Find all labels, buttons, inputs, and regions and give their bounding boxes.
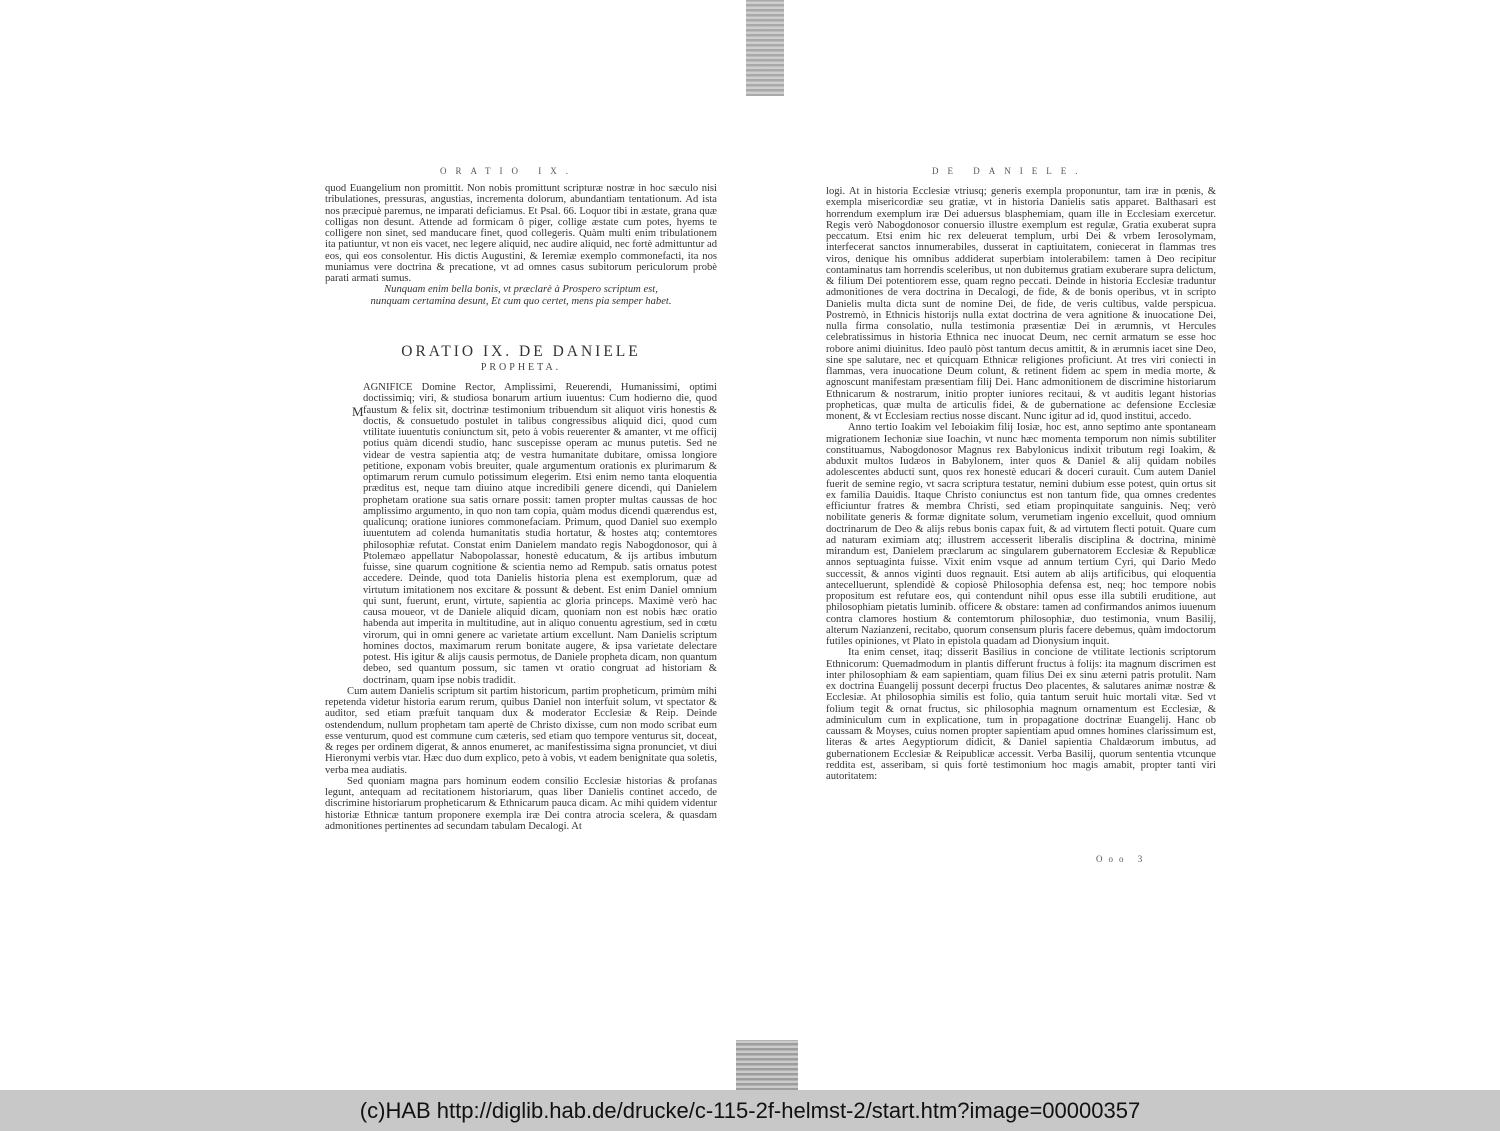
left-paragraph: AGNIFICE Domine Rector, Amplissimi, Reuerendi, Humanissimi, optimi doctissimiq; viri, & studiosa bonarum artium iuuentus: Cum hodierno die, quod faustum & felix sit, doctrinæ testimonium tribuendum sit aliquot viris honestis & doctis, & consuetudo postulet in talibus congressibus aliquid dici, quod cum vtilitate iuuentutis coniunctum sit, peto à vobis reuerenter & amanter, vt me officij potius quàm dicendi studio, hanc suscepisse operam ac munus putetis. Sed ne videar de vestra sapientia atq; de vestra humanitate dubitare, omissa longiore petitione, exponam vobis breuiter, quale argumentum orationis ex plurimarum & optimarum rerum cumulo potissimum elegerim. Etsi enim nemo tanta eloquentia præditus est, neque tam diuino atque incredibili genere dicendi, qui Danielem prophetam oratione sua satis ornare possit: tamen propter multas caussas de hoc amplissimo argumento, in quo non tam copia, quàm modus dicendi quærendus est, qualicunq; oratione iuniores commonefaciam. Primum, quod Daniel suo exemplo iuuentutem ad colenda humanitatis studia hortatur, & hostes atq; contemtores philosophiæ refutat. Constat enim Danielem mandato regis Nabogdonosor, qui à Ptolemæo appellatur Nabopolassar, honestè educatum, & ijs artibus imbutum fuisse, sine quarum cognitione & scientia nemo ad Rempub. satis ornatus potest accedere. Deinde, quod tota Danielis historia plena est exemplorum, quæ ad virtutum imitationem nos excitare & possunt & debent. Est enim Daniel omnium qui sunt, fuerunt, erunt, virtute, sapientia ac gloria princeps. Maximè verò hac causa moueor, vt de Daniele aliquid dicam, quoniam non est nobis hæc oratio habenda aut imperita in multitudine, aut in aliquo conuentu agrestium, sed in cœtu virorum, qui in omni genere ac varietate artium excellunt. Nam Danielis scriptum homines doctos, maximarum rerum bonitate augere, & ipsa varietate delectare potest. His igitur & alijs causis permotus, de Daniele propheta dicam, non quantum debeo, sed quantum possum, sic tamen vt oratio congruat ad historiam & doctrinam, quam ipse nobis tradidit.: [363, 382, 717, 686]
right-paragraph: Anno tertio Ioakim vel Ieboiakim filij Iosiæ, hoc est, anno septimo ante spontaneam migrationem Iechoniæ siue Ioachin, vt nunc hæc momenta temporum non nimis subtiliter constituamus, Nabogdonosor Magnus rex Babylonicus indixit tributum regi Ioakim, & abduxit multos Iudæos in Babylonem, inter quos & Daniel & alij quidam nobiles adolescentes abducti sunt, quos rex honestè educari & doceri curauit. Cum autem Daniel fuerit de semine regio, vt sacra scriptura testatur, nemini dubium esse potest, quin ortus sit ex familia Dauidis. Itaque Christo coniunctus est non tantum fide, qua omnes credentes efficiuntur fratres & membra Christi, sed etiam propinquitate sanguinis. Neq; verò nobilitate generis & formæ dignitate solum, verumetiam ingenio excelluit, quod omnium doctrinarum de Deo & alijs rebus bonis capax fuit, & ad virtutem flecti potuit. Quare cum ad naturam eximiam atq; illustrem accesserit liberalis disciplina & doctrina, minimè mirandum est, Danielem præclarum ac singularem gubernatorem Ecclesiæ & Republicæ annos septuaginta fuisse. Vixit enim vsque ad annum tertium Cyri, qui Dario Medo successit, & annos viginti duos regnauit. Etsi autem ab alijs artificibus, qui eloquentia antecelluerunt, splendidè & copiosè Philosophia defensa est, neq; hoc tempore nobis propositum est refutare eos, qui contendunt nihil opus esse illa subtili eruditione, aut philosophiam pietatis luminib. officere & obstare: tamen ad confirmandos animos iuuenum contra clamores hostium & contemtorum philosophiæ, duo testimonia, vnum Basilij, alterum Nazianzeni, recitabo, quorum consensum pluris facere debemus, quàm imdoctorum futiles opiniones, vt Plato in epistola quadam ad Dionysium inquit.: [826, 422, 1216, 647]
left-paragraph: Sed quoniam magna pars hominum eodem consilio Ecclesiæ historias & profanas legunt, antequam ad recitationem historiarum, quas liber Danielis continet accedo, de discrimine historiarum propheticarum & Ethnicarum pauca dicam. Ac mihi quidem videntur historiæ Ethnicæ tantum proponere exempla iræ Dei contra atrocia scelera, & quasdam admonitiones pertinentes ad secundam tabulam Decalogi. At: [325, 775, 717, 832]
right-paragraph: Ita enim censet, itaq; disserit Basilius in concione de vtilitate lectionis scriptorum Ethnicorum: Quemadmodum in plantis differunt fructus à folijs: ita magnum discrimen est inter philosophiam & eam sapientiam, quam filius Dei ex sinu æterni patris protulit. Nam ex doctrina Euangelij possunt decerpi fructus Deo placentes, & salutares animæ nostræ & Ecclesiæ. At philosophia similis est folio, quia tantum seruit huic mortali vitæ. Sed vt folium tegit & ornat fructus, sic philosophia magnum ornamentum est Ecclesiæ, & adminiculum cum in explicatione, tum in propagatione doctrinæ Euangelij. Hanc ob caussam & Moyses, cuius nomen propter sapientiam apud omnes homines clarissimum est, literas & artes Aegyptiorum didicit, & Daniel sapientia Chaldæorum imbutus, ad gubernationem Ecclesiæ & Reipublicæ accessit. Verba Basilij, quorum sententia vtcunque reddita est, asseribam, si quis fortè testimonium hoc magis amabit, propter tanti viri autoritatem:: [826, 647, 1216, 782]
left-top-paragraph: quod Euangelium non promittit. Non nobis promittunt scripturæ nostræ in hoc sæculo nisi tribulationes, pressuras, angustias, incrementa dolorum, abundantiam tentationum. Ad ista nos præcipuè paremus, ne imparati deficiamus. Et Psal. 66. Loquor tibi in æstate, grana quæ colligas non desunt. Attende ad formicam ô piger, collige æstate cum potes, hyems te colligere non sinet, sed manducare finet, quod collegeris. Quàm multi enim tribulationem ita patiuntur, vt non eis vacet, nec legere aliquid, nec audire aliquid, nec fortè admittuntur ad eos, qui eos consolentur. His dictis Augustini, & Ieremiæ exemplo commonefacti, ita nos muniamus vere doctrina & precatione, vt ad omnes casus subitorum periculorum probè parati armati sumus.: [325, 183, 717, 284]
right-page-body: [826, 186, 1216, 870]
oration-title: ORATIO IX. DE DANIELE: [401, 343, 641, 360]
binding-strip-bottom: [736, 1040, 798, 1090]
signature-mark: Ooo 3: [1096, 854, 1149, 864]
prosper-quote: Nunquam enim bella bonis, vt præclarè à Prospero scriptum est, nunquam certamina desunt, Et cum quo certet, mens pia semper habet.: [370, 284, 672, 307]
drop-capital: M: [352, 404, 364, 419]
copyright-caption-bar: [0, 1090, 1500, 1131]
left-page-body: [325, 382, 717, 862]
right-running-head: DE DANIELE.: [932, 166, 1087, 176]
binding-strip-top: [746, 0, 784, 96]
copyright-url-text: (c)HAB http://diglib.hab.de/drucke/c-115-2f-helmst-2/start.htm?image=00000357: [359, 1097, 1141, 1123]
right-paragraph: logi. At in historia Ecclesiæ vtriusq; generis exempla proponuntur, tam iræ in pœnis, & exempla misericordiæ seu gratiæ, vt in historia Danielis satis apparet. Balthasari est horrendum exemplum iræ Dei aduersus blasphemiam, quam ille in Ecclesiam exercetur. Regis verò Nabogdonosor conuersio illustre exemplum est regulæ, Gratia exuberat supra peccatum. Etsi enim hic rex deleuerat templum, urbi Dei & vrbem Ierosolymam, interfecerat sanctos innumerabiles, dusserat in captiuitatem, coniecerat in flammas tres viros, denique his omnibus addiderat superbiam intolerabilem: tamen à Deo recipitur contaminatus tam horrendis sceleribus, ut non dubitemus gratiam exuberare supra delictum, & filium Dei potentiorem esse, quam regno peccati. Deinde in historia Ecclesiæ traduntur admonitiones de vera doctrina in Decalogi, de fide, & de bonis operibus, vt in scripto Danielis multa dicta sunt de nomine Dei, de fide, de veris cultibus, valde perspicua. Postremò, in Ethnicis historijs nulla extat doctrina de vera agnitione & inuocatione Dei, nulla firma consolatio, nulla testimonia præsentiæ Dei in ærumnis, vt Hercules celebratissimus in historia Ethnica nec inuocat Deum, nec cernit armatum se esse hoc robore animi diuinitus. Ideo paulò pòst tantum decus amittit, & in ærumnis iacet sine Deo, sine spe salutare, nec et quicquam Ethnicæ religiones proficiunt. At tres viri coniecti in flammas, vera inuocatione Deum colunt, & retinent fidem ac spem in media morte, & agnoscunt manifestam præsentiam filij Dei. Hanc admonitionem de discrimine historiarum Ethnicarum & nostrarum, initio propter iuniores recitaui, & vt auditis legant historias propheticas, quæ multa de articulis fidei, & de gubernatione ac defensione Ecclesiæ monent, & vt Ecclesiam rectius nosse discant. Nunc igitur ad id, quod institui, accedo.: [826, 186, 1216, 422]
oration-subtitle: PROPHETA.: [480, 362, 562, 373]
left-running-head: ORATIO IX.: [440, 166, 577, 176]
left-paragraph: Cum autem Danielis scriptum sit partim historicum, partim propheticum, primùm mihi repetenda videtur historia earum rerum, quibus Daniel non interfuit solum, vt spectator & auditor, sed etiam præfuit tanquam dux & moderator Ecclesiæ & Reip. Deinde ostendendum, nullum prophetam tam apertè de Christo dixisse, cum non modo scribat eum esse venturum, quod est commune cum cæteris, sed etiam quo tempore venturus sit, doceat, & reges per ordinem digerat, & annos enumeret, ac manifestissima signa pronunciet, vt diui Hieronymi verbis vtar. Hæc duo dum explico, peto à vobis, vt eadem benignitate qua soletis, verba mea audiatis.: [325, 685, 717, 776]
left-page-top-text: [325, 183, 717, 321]
